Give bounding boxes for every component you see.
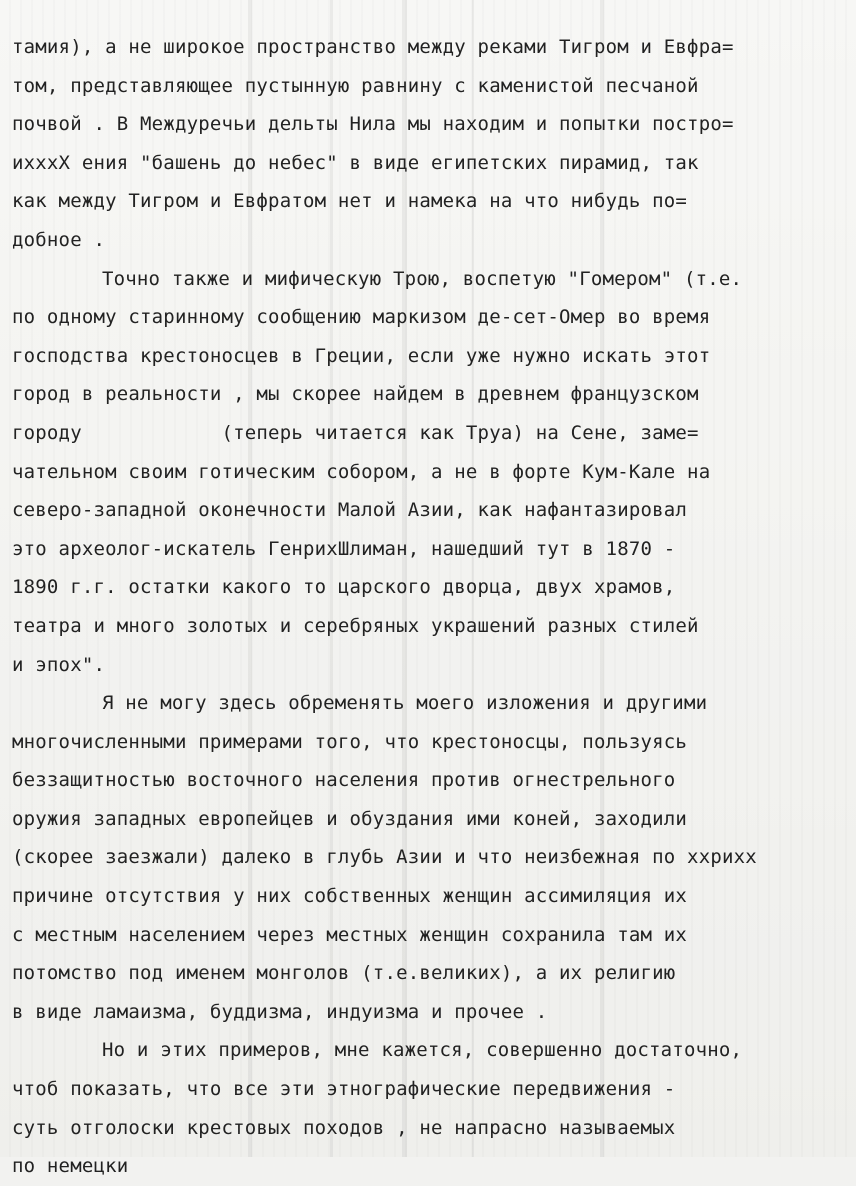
text-line: беззащитностью восточного населения против огнестрельного [12,769,676,792]
text-line: потомство под именем монголов (т.е.великих), а их религию [12,962,676,985]
text-line: с местным населением через местных женщин сохранила там их [12,923,688,946]
text-line: северо-западной оконечности Малой Азии, как нафантазировал [12,499,688,522]
text-line: чательном своим готическим собором, а не в форте Кум-Кале на [12,460,711,483]
text-line: тамия), а не широкое пространство между реками Тигром и Евфра= [12,36,734,58]
text-line: по немецки [12,1155,129,1178]
text-line: в виде ламаизма, буддизма, индуизма и прочее . [12,1000,548,1023]
paragraph-start-line: Я не могу здесь обременять моего изложения и другими [102,692,708,715]
text-line: добное . [12,228,106,251]
paragraph-start-line: Точно также и мифическую Трою, воспетую "Гомером" (т.е. [102,267,743,290]
text-line: многочисленными примерами того, что крестоносцы, пользуясь [12,730,688,753]
text-line: по одному старинному сообщению маркизом де-сет-Омер во время [12,306,711,329]
paragraph-start-line: Но и этих примеров, мне кажется, совершенно достаточно, [102,1039,743,1062]
text-line: господства крестоносцев в Греции, если уже нужно искать этот [12,344,711,367]
text-line: суть отголоски крестовых походов , не напрасно называемых [12,1116,676,1139]
text-line: городу (теперь читается как Труа) на Сене, заме= [12,421,699,444]
text-line: театра и много золотых и серебряных украшений разных стилей [12,614,699,637]
text-line: (скорее заезжали) далеко в глубь Азии и что неизбежная по ххрихх [12,846,757,869]
text-line: город в реальности , мы скорее найдем в древнем французском [12,383,699,406]
text-line: причине отсутствия у них собственных женщин ассимиляция их [12,885,688,908]
text-line: том, представляющее пустынную равнину с каменистой песчаной [12,74,699,97]
text-line: оружия западных европейцев и обуздания ими коней, заходили [12,807,688,830]
text-line: это археолог-искатель ГенрихШлиман, нашедший тут в 1870 - [12,537,676,560]
typewritten-text [12,28,848,1186]
text-line: и эпох". [12,653,106,676]
text-line: ихххХ ения "башень до небес" в виде египетских пирамид, так [12,151,699,174]
text-line: 1890 г.г. остатки какого то царского дворца, двух храмов, [12,576,676,599]
text-line: как между Тигром и Евфратом нет и намека на что нибудь по= [12,190,688,213]
text-line: чтоб показать, что все эти этнографические передвижения - [12,1078,676,1101]
text-line: почвой . В Междуречьи дельты Нила мы находим и попытки постро= [12,113,734,136]
